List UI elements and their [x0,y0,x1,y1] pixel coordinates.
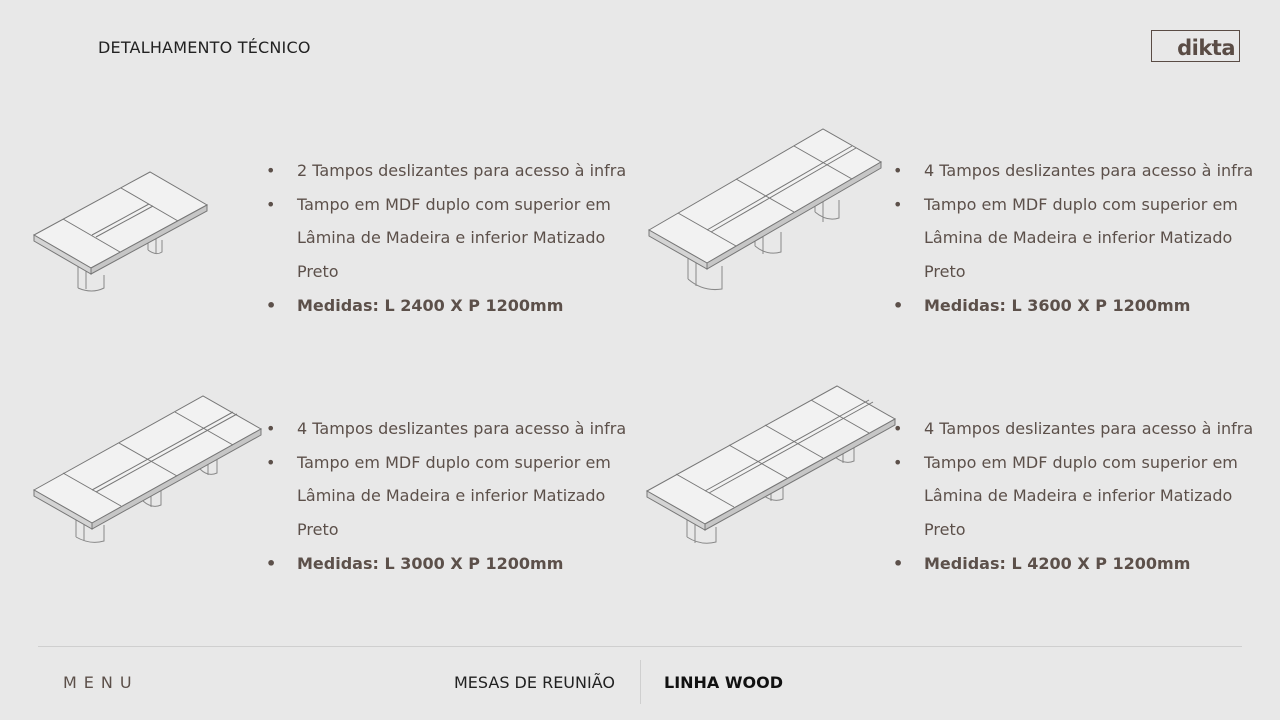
spec-measure: • Medidas: L 4200 X P 1200mm [893,547,1253,581]
product-line-label[interactable]: LINHA WOOD [664,673,784,692]
spec-item-continued: Lâmina de Madeira e inferior Matizado [297,486,606,506]
specs-list-3600 [893,154,1253,323]
spec-item-continued: Preto [924,262,966,282]
spec-item: • 2 Tampos deslizantes para acesso à infra [266,154,626,188]
spec-measure: • Medidas: L 2400 X P 1200mm [266,289,626,323]
table-4200-illustration [643,383,899,547]
menu-button[interactable]: MENU [63,673,139,692]
spec-item: • 4 Tampos deslizantes para acesso à infra [266,412,626,446]
spec-item-continued: Preto [924,520,966,540]
spec-item: • 4 Tampos deslizantes para acesso à infra [893,154,1253,188]
table-3600-illustration [645,126,885,296]
spec-item: • Tampo em MDF duplo com superior em [266,188,626,222]
spec-item-continued: Preto [297,262,339,282]
specs-list-2400 [266,154,626,323]
spec-item-continued: Preto [297,520,339,540]
spec-item-continued: Lâmina de Madeira e inferior Matizado [924,486,1233,506]
spec-measure: • Medidas: L 3600 X P 1200mm [893,289,1253,323]
section-link-mesas-de-reuniao[interactable]: MESAS DE REUNIÃO [454,673,615,692]
footer-separator [640,660,641,704]
table-2400-illustration [30,168,215,296]
logo-text: dikta [1177,36,1235,60]
footer-divider [38,646,1242,647]
specs-list-3000 [266,412,626,581]
page-title: DETALHAMENTO TÉCNICO [98,38,311,57]
specs-list-4200 [893,412,1253,581]
spec-item-continued: Lâmina de Madeira e inferior Matizado [297,228,606,248]
spec-item: • Tampo em MDF duplo com superior em [266,446,626,480]
dikta-logo[interactable] [1151,30,1240,62]
table-3000-illustration [30,393,265,545]
spec-item-continued: Lâmina de Madeira e inferior Matizado [924,228,1233,248]
spec-measure: • Medidas: L 3000 X P 1200mm [266,547,626,581]
spec-item: • Tampo em MDF duplo com superior em [893,188,1253,222]
spec-item: • 4 Tampos deslizantes para acesso à infra [893,412,1253,446]
spec-item: • Tampo em MDF duplo com superior em [893,446,1253,480]
